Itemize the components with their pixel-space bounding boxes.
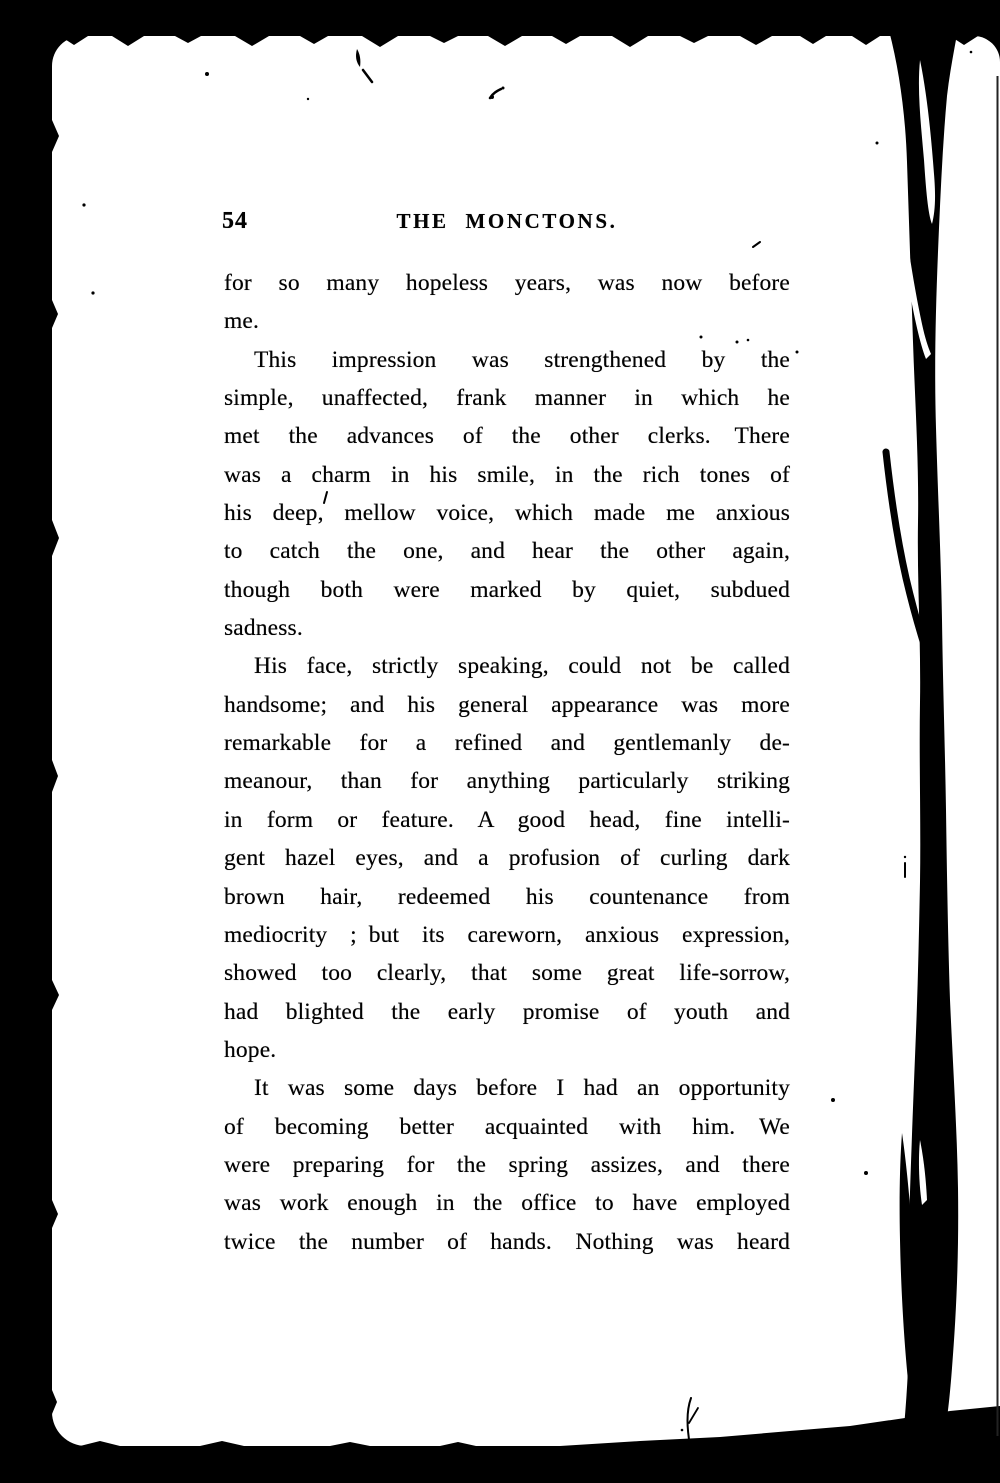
text-line: It was some days before I had an opportunity — [254, 1075, 790, 1102]
text-line: brown hair, redeemed his countenance from — [224, 883, 790, 910]
text-line: twice the number of hands. Nothing was heard — [224, 1228, 790, 1255]
text-line: of becoming better acquainted with him. We — [224, 1113, 790, 1140]
text-line: hope. — [224, 1036, 277, 1063]
text-line: were preparing for the spring assizes, and there — [224, 1151, 790, 1178]
text-line: was work enough in the office to have employed — [224, 1190, 790, 1217]
text-line: His face, strictly speaking, could not be called — [254, 653, 790, 680]
text-line: in form or feature. A good head, fine intelli- — [224, 806, 790, 833]
running-head — [224, 206, 790, 236]
running-title: THE MONCTONS. — [396, 209, 618, 233]
text-line: had blighted the early promise of youth and — [224, 998, 790, 1025]
page-content — [224, 0, 790, 1483]
text-line: simple, unaffected, frank manner in which he — [224, 385, 790, 412]
scan-border-left — [0, 0, 59, 1483]
page-body — [224, 264, 790, 1261]
text-line: This impression was strengthened by the — [254, 346, 790, 373]
text-line: me. — [224, 308, 260, 335]
text-line: showed too clearly, that some great life-sorrow, — [224, 960, 790, 987]
text-line: was a charm in his smile, in the rich tones of — [224, 461, 790, 488]
text-line: handsome; and his general appearance was more — [224, 691, 790, 718]
text-line: met the advances of the other clerks. There — [224, 423, 790, 450]
text-line: gent hazel eyes, and a profusion of curling dark — [224, 845, 790, 872]
text-line: mediocrity ; but its careworn, anxious expression, — [224, 921, 790, 948]
text-line: to catch the one, and hear the other again, — [224, 538, 790, 565]
text-line: sadness. — [224, 615, 303, 642]
text-line: though both were marked by quiet, subdued — [224, 576, 790, 603]
text-line: meanour, than for anything particularly striking — [224, 768, 790, 795]
text-line: his deep, mellow voice, which made me anxious — [224, 500, 790, 527]
text-line: for so many hopeless years, was now before — [224, 270, 790, 296]
text-line: remarkable for a refined and gentlemanly de- — [224, 730, 790, 757]
page-number: 54 — [222, 208, 248, 234]
